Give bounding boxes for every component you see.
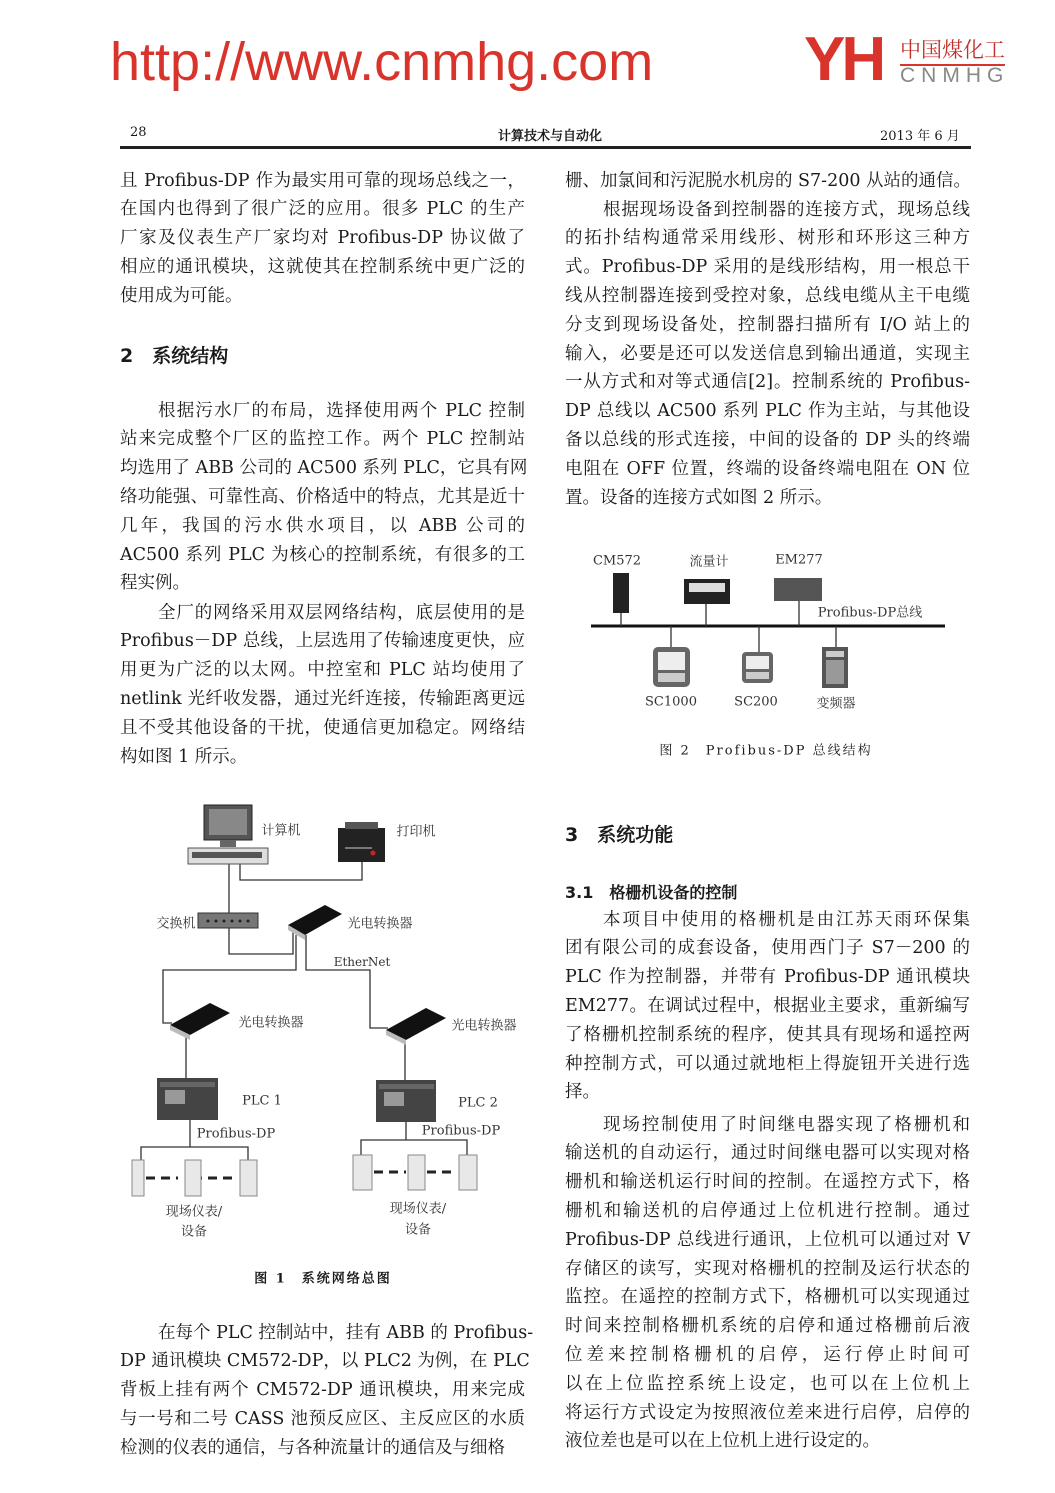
cm572-icon: [613, 573, 629, 613]
computer-label: 计算机: [261, 823, 301, 839]
converter-icon: [386, 1008, 446, 1045]
text-line: 团有限公司的成套设备，使用西门子 S7－200 的: [565, 938, 970, 959]
text-line: 种控制方式，可以通过就地柜上得旋钮开关进行选: [565, 1053, 970, 1074]
text-line: 备以总线的形式连接，中间的设备的 DP 头的终端: [565, 429, 970, 450]
plc-icon: [376, 1080, 436, 1122]
text-line: 厂家及仪表生产厂家均对 Profibus-DP 协议做了: [120, 228, 525, 249]
sc200-label: SC200: [734, 694, 778, 710]
field-device-label: 现场仪表/: [389, 1201, 447, 1217]
text-line: 栅机和输送机运行时间的控制。在遥控方式下，格: [565, 1172, 970, 1193]
computer-icon: [188, 805, 268, 864]
text-line: 使用成为可能。: [120, 285, 243, 306]
logo-english: CNMHG: [900, 64, 1010, 87]
plc-icon: [157, 1078, 218, 1120]
text-line: 一从方式和对等式通信[2]。控制系统的 Profibus-: [565, 372, 970, 393]
cnmhg-logo: [790, 25, 1022, 94]
section-heading-2: 2 系统结构: [120, 345, 229, 367]
flowmeter-icon: [684, 579, 730, 604]
text-line: 线从控制器连接到受控对象，总线电缆从主干电缆: [565, 285, 970, 306]
switch-icon: [198, 913, 258, 928]
field-device-label: 现场仪表/: [165, 1204, 223, 1220]
field-device-icons: [132, 1155, 477, 1196]
text-line: 全厂的网络采用双层网络结构，底层使用的是: [158, 602, 525, 623]
field-device-label: 设备: [180, 1224, 208, 1240]
converter-icon: [170, 1003, 230, 1040]
text-line: 程实例。: [120, 573, 190, 594]
text-line: 位差来控制格栅机的启停，运行停止时间可: [565, 1344, 970, 1365]
text-line: 且 Profibus-DP 作为最实用可靠的现场总线之一，: [120, 170, 525, 191]
converter-label: 光电转换器: [347, 916, 413, 932]
text-line: 电阻在 OFF 位置，终端的设备终端电阻在 ON 位: [565, 458, 970, 479]
converter-icon: [288, 905, 342, 940]
text-line: 择。: [565, 1082, 600, 1103]
text-line: 构如图 1 所示。: [120, 746, 248, 767]
figure2-drops: [621, 601, 836, 652]
text-line: Profibus-DP 总线进行通讯，上位机可以通过对 V: [565, 1229, 970, 1250]
field-device-label: 设备: [404, 1222, 432, 1238]
text-line: 在国内也得到了很广泛的应用。很多 PLC 的生产: [120, 199, 525, 220]
logo-mark: YH: [804, 25, 883, 94]
text-line: 现场控制使用了时间继电器实现了格栅机和: [603, 1114, 970, 1135]
converter-label: 光电转换器: [451, 1018, 517, 1034]
text-line: 式。Profibus-DP 采用的是线形结构，用一根总干: [565, 257, 970, 278]
text-line: EM277。在调试过程中，根据业主要求，重新编写: [565, 995, 970, 1016]
flowmeter-label: 流量计: [689, 554, 729, 570]
text-line: PLC 作为控制器，并带有 Profibus-DP 通讯模块: [565, 967, 970, 988]
profibus-label: Profibus-DP: [196, 1126, 276, 1142]
figure2-caption: 图 2 Profibus-DP 总线结构: [659, 743, 873, 759]
text-line: 本项目中使用的格栅机是由江苏天雨环保集: [603, 909, 970, 930]
text-line: 在每个 PLC 控制站中，挂有 ABB 的 Profibus-: [158, 1322, 534, 1343]
plc2-label: PLC 2: [458, 1095, 498, 1111]
text-line: 根据现场设备到控制器的连接方式，现场总线: [603, 199, 970, 220]
text-line: 栅、加氯间和污泥脱水机房的 S7-200 从站的通信。: [565, 170, 972, 191]
text-line: 置。设备的连接方式如图 2 所示。: [565, 487, 833, 508]
ethernet-label: EtherNet: [333, 955, 391, 969]
text-line: 背板上挂有两个 CM572-DP 通讯模块，用来完成: [120, 1380, 525, 1401]
page-number: 28: [130, 125, 147, 140]
text-line: 液位差也是可以在上位机上进行设定的。: [565, 1431, 880, 1452]
figure1-wires: [141, 862, 467, 1160]
text-line: 将运行方式设定为按照液位差来进行启停，启停的: [565, 1402, 970, 1423]
inverter-label: 变频器: [816, 696, 856, 712]
sc200-icon: [742, 652, 773, 683]
plc1-label: PLC 1: [242, 1093, 282, 1109]
text-line: 几年，我国的污水供水项目，以 ABB 公司的: [120, 515, 525, 536]
issue-date: 2013 年 6 月: [880, 129, 960, 144]
text-line: 且不受其他设备的干扰，使通信更加稳定。网络结: [120, 717, 525, 738]
printer-label: 打印机: [396, 824, 436, 840]
text-line: Profibus－DP 总线，上层选用了传输速度更快，应: [120, 631, 525, 652]
figure1-caption: 图 1 系统网络总图: [254, 1271, 392, 1287]
text-line: 分支到现场设备处，控制器扫描所有 I/O 站上的: [565, 314, 970, 335]
logo-chinese: 中国煤化工: [900, 34, 1005, 66]
text-line: 相应的通讯模块，这就使其在控制系统中更广泛的: [120, 256, 525, 277]
text-line: 根据污水厂的布局，选择使用两个 PLC 控制: [158, 400, 525, 421]
figure1-dashes: [146, 1172, 457, 1178]
converter-label: 光电转换器: [238, 1015, 304, 1031]
text-line: 检测的仪表的通信，与各种流量计的通信及与细格: [120, 1437, 505, 1458]
text-line: 了格栅机控制系统的程序，使其具有现场和遥控两: [565, 1024, 970, 1045]
text-line: 监控。在遥控的控制方式下，格栅机可以实现通过: [565, 1287, 970, 1308]
profibus-label: Profibus-DP: [421, 1123, 501, 1139]
text-line: 的拓扑结构通常采用线形、树形和环形这三种方: [565, 228, 970, 249]
running-title: 计算技术与自动化: [497, 129, 603, 144]
bus-label: Profibus-DP总线: [817, 605, 923, 621]
text-line: DP 通讯模块 CM572-DP，以 PLC2 为例，在 PLC: [120, 1351, 530, 1372]
text-line: AC500 系列 PLC 为核心的控制系统，有很多的工: [120, 544, 525, 565]
text-line: 络功能强、可靠性高、价格适中的特点，尤其是近十: [120, 486, 525, 507]
printer-icon: [338, 822, 385, 862]
text-line: 输送机的自动运行，通过时间继电器可以实现对格: [565, 1143, 970, 1164]
em277-icon: [774, 578, 822, 601]
inverter-icon: [822, 647, 848, 688]
header-rule: [120, 146, 971, 149]
text-line: DP 总线以 AC500 系列 PLC 作为主站，与其他设: [565, 401, 970, 422]
text-line: netlink 光纤收发器，通过光纤连接，传输距离更远: [120, 688, 525, 709]
text-line: 输入，必要是还可以发送信息到输出通道，实现主: [565, 343, 970, 364]
em277-label: EM277: [775, 552, 823, 568]
text-line: 均选用了 ABB 公司的 AC500 系列 PLC，它具有网: [120, 458, 528, 479]
subsection-heading-3-1: 3.1 格栅机设备的控制: [565, 883, 738, 902]
sc1000-icon: [653, 647, 690, 687]
url-watermark: http://www.cnmhg.com: [110, 32, 654, 92]
text-line: 时间来控制格栅机系统的启停和通过格栅前后液: [565, 1316, 970, 1337]
text-line: 用更为广泛的以太网。中控室和 PLC 站均使用了: [120, 660, 525, 681]
text-line: 栅机和输送机的启停通过上位机进行控制。通过: [565, 1200, 970, 1221]
text-line: 存储区的读写，实现对格栅机的控制及运行状态的: [565, 1258, 970, 1279]
text-line: 以在上位监控系统上设定，也可以在上位机上: [565, 1373, 970, 1394]
text-line: 站来完成整个厂区的监控工作。两个 PLC 控制站: [120, 429, 525, 450]
cm572-label: CM572: [592, 553, 642, 569]
switch-label: 交换机: [156, 916, 196, 932]
sc1000-label: SC1000: [645, 694, 697, 710]
text-line: 与一号和二号 CASS 池预反应区、主反应区的水质: [120, 1408, 525, 1429]
section-heading-3: 3 系统功能: [565, 824, 674, 846]
